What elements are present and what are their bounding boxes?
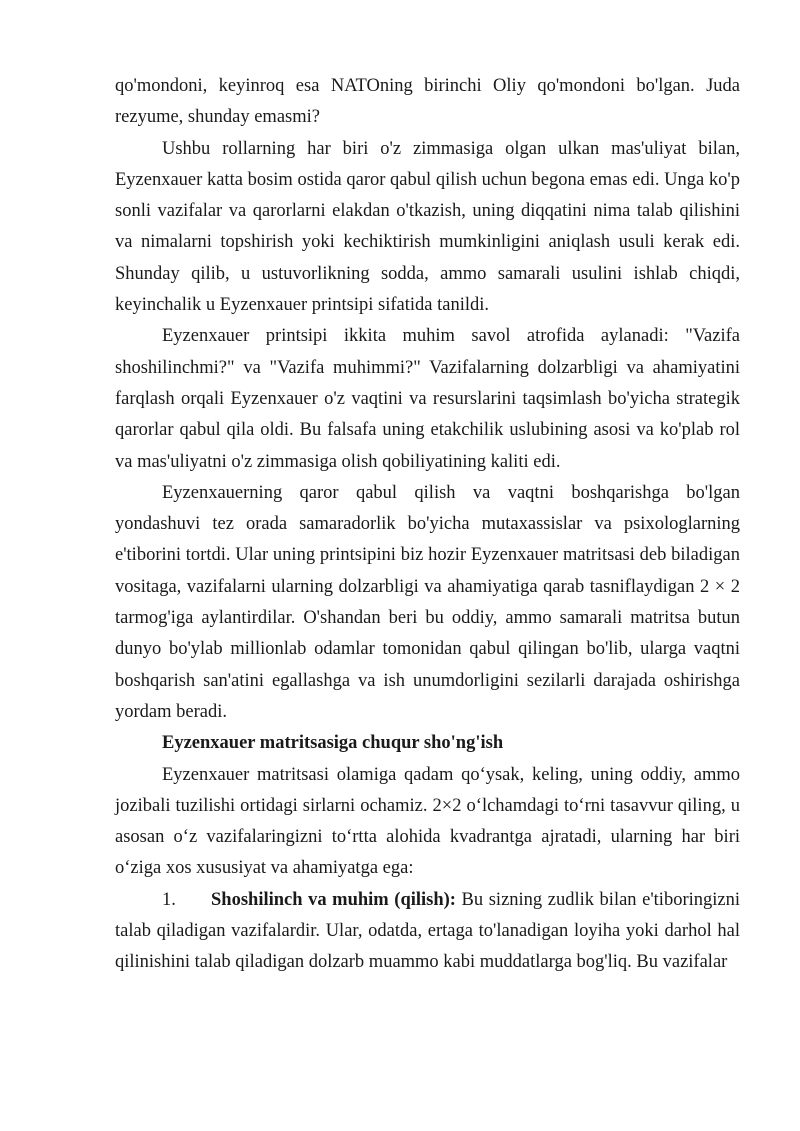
paragraph-principle: Eyzenxauer printsipi ikkita muhim savol atrofida aylanadi: "Vazifa shoshilinchmi?" va "Vazifa muhimmi?" Vazifalarning dolzarbligi va ahamiyatini farqlash orqali Eyzenxauer o'z vaqtini va resurslarini taqsimlash bo'yicha strategik qarorlar qabul qila oldi. Bu falsafa uning etakchilik uslubining asosi va ko'plab rol va mas'uliyatni o'z zimmasiga olish qobiliyatining kaliti edi. (115, 326, 740, 472)
list-item-title: Shoshilinch va muhim (qilish): (211, 889, 456, 910)
paragraph-matrix-origin: Eyzenxauerning qaror qabul qilish va vaqtni boshqarishga bo'lgan yondashuvi tez orada samaradorlik bo'yicha mutaxassislar va psixologlarning e'tiborini tortdi. Ular uning printsipini biz hozir Eyzenxauer matritsasi deb biladigan vositaga, vazifalarni ularning dolzarbligi va ahamiyatiga qarab tasniflaydigan 2 × 2 tarmog'iga aylantirdilar. O'shandan beri bu oddiy, ammo samarali matritsa butun dunyo bo'ylab millionlab odamlar tomonidan qabul qilingan bo'lib, ularga vaqtni boshqarish san'atini egallashga va ish unumdorligini sezilarli darajada oshirishga yordam beradi. (115, 482, 740, 722)
list-item (115, 885, 740, 979)
list-item-text: Bu sizning zudlik bilan e'tiboringizni talab qiladigan vazifalardir. Ular, odatda, ertaga to'lanadigan loyiha yoki darhol hal qilinishini talab qiladigan dolzarb muammo kabi muddatlarga bog'liq. Bu vazifalar (115, 889, 740, 973)
paragraph-matrix-intro: Eyzenxauer matritsasi olamiga qadam qo‘ysak, keling, uning oddiy, ammo jozibali tuzilishi ortidagi sirlarni ochamiz. 2×2 o‘lchamdagi to‘rni tasavvur qiling, u asosan o‘z vazifalaringizni to‘rtta alohida kvadrantga ajratadi, ularning har biri o‘ziga xos xususiyat va ahamiyatga ega: (115, 764, 740, 879)
list-item-number: 1. (162, 889, 176, 910)
paragraph-responsibilities: Ushbu rollarning har biri o'z zimmasiga olgan ulkan mas'uliyat bilan, Eyzenxauer katta bosim ostida qaror qabul qilish uchun begona emas edi. Unga ko'p sonli vazifalar va qarorlarni elakdan o'tkazish, uning diqqatini nima talab qilishini va nimalarni topshirish yoki kechiktirish mumkinligini aniqlash usuli kerak edi. Shunday qilib, u ustuvorlikning sodda, ammo samarali usulini ishlab chiqdi, keyinchalik u Eyzenxauer printsipi sifatida tanildi. (115, 138, 740, 316)
paragraph-continued: qo'mondoni, keyinroq esa NATOning birinchi Oliy qo'mondoni bo'lgan. Juda rezyume, shunday emasmi? (115, 76, 740, 128)
section-heading: Eyzenxauer matritsasiga chuqur sho'ng'ish (162, 733, 504, 754)
document-body (115, 71, 740, 979)
